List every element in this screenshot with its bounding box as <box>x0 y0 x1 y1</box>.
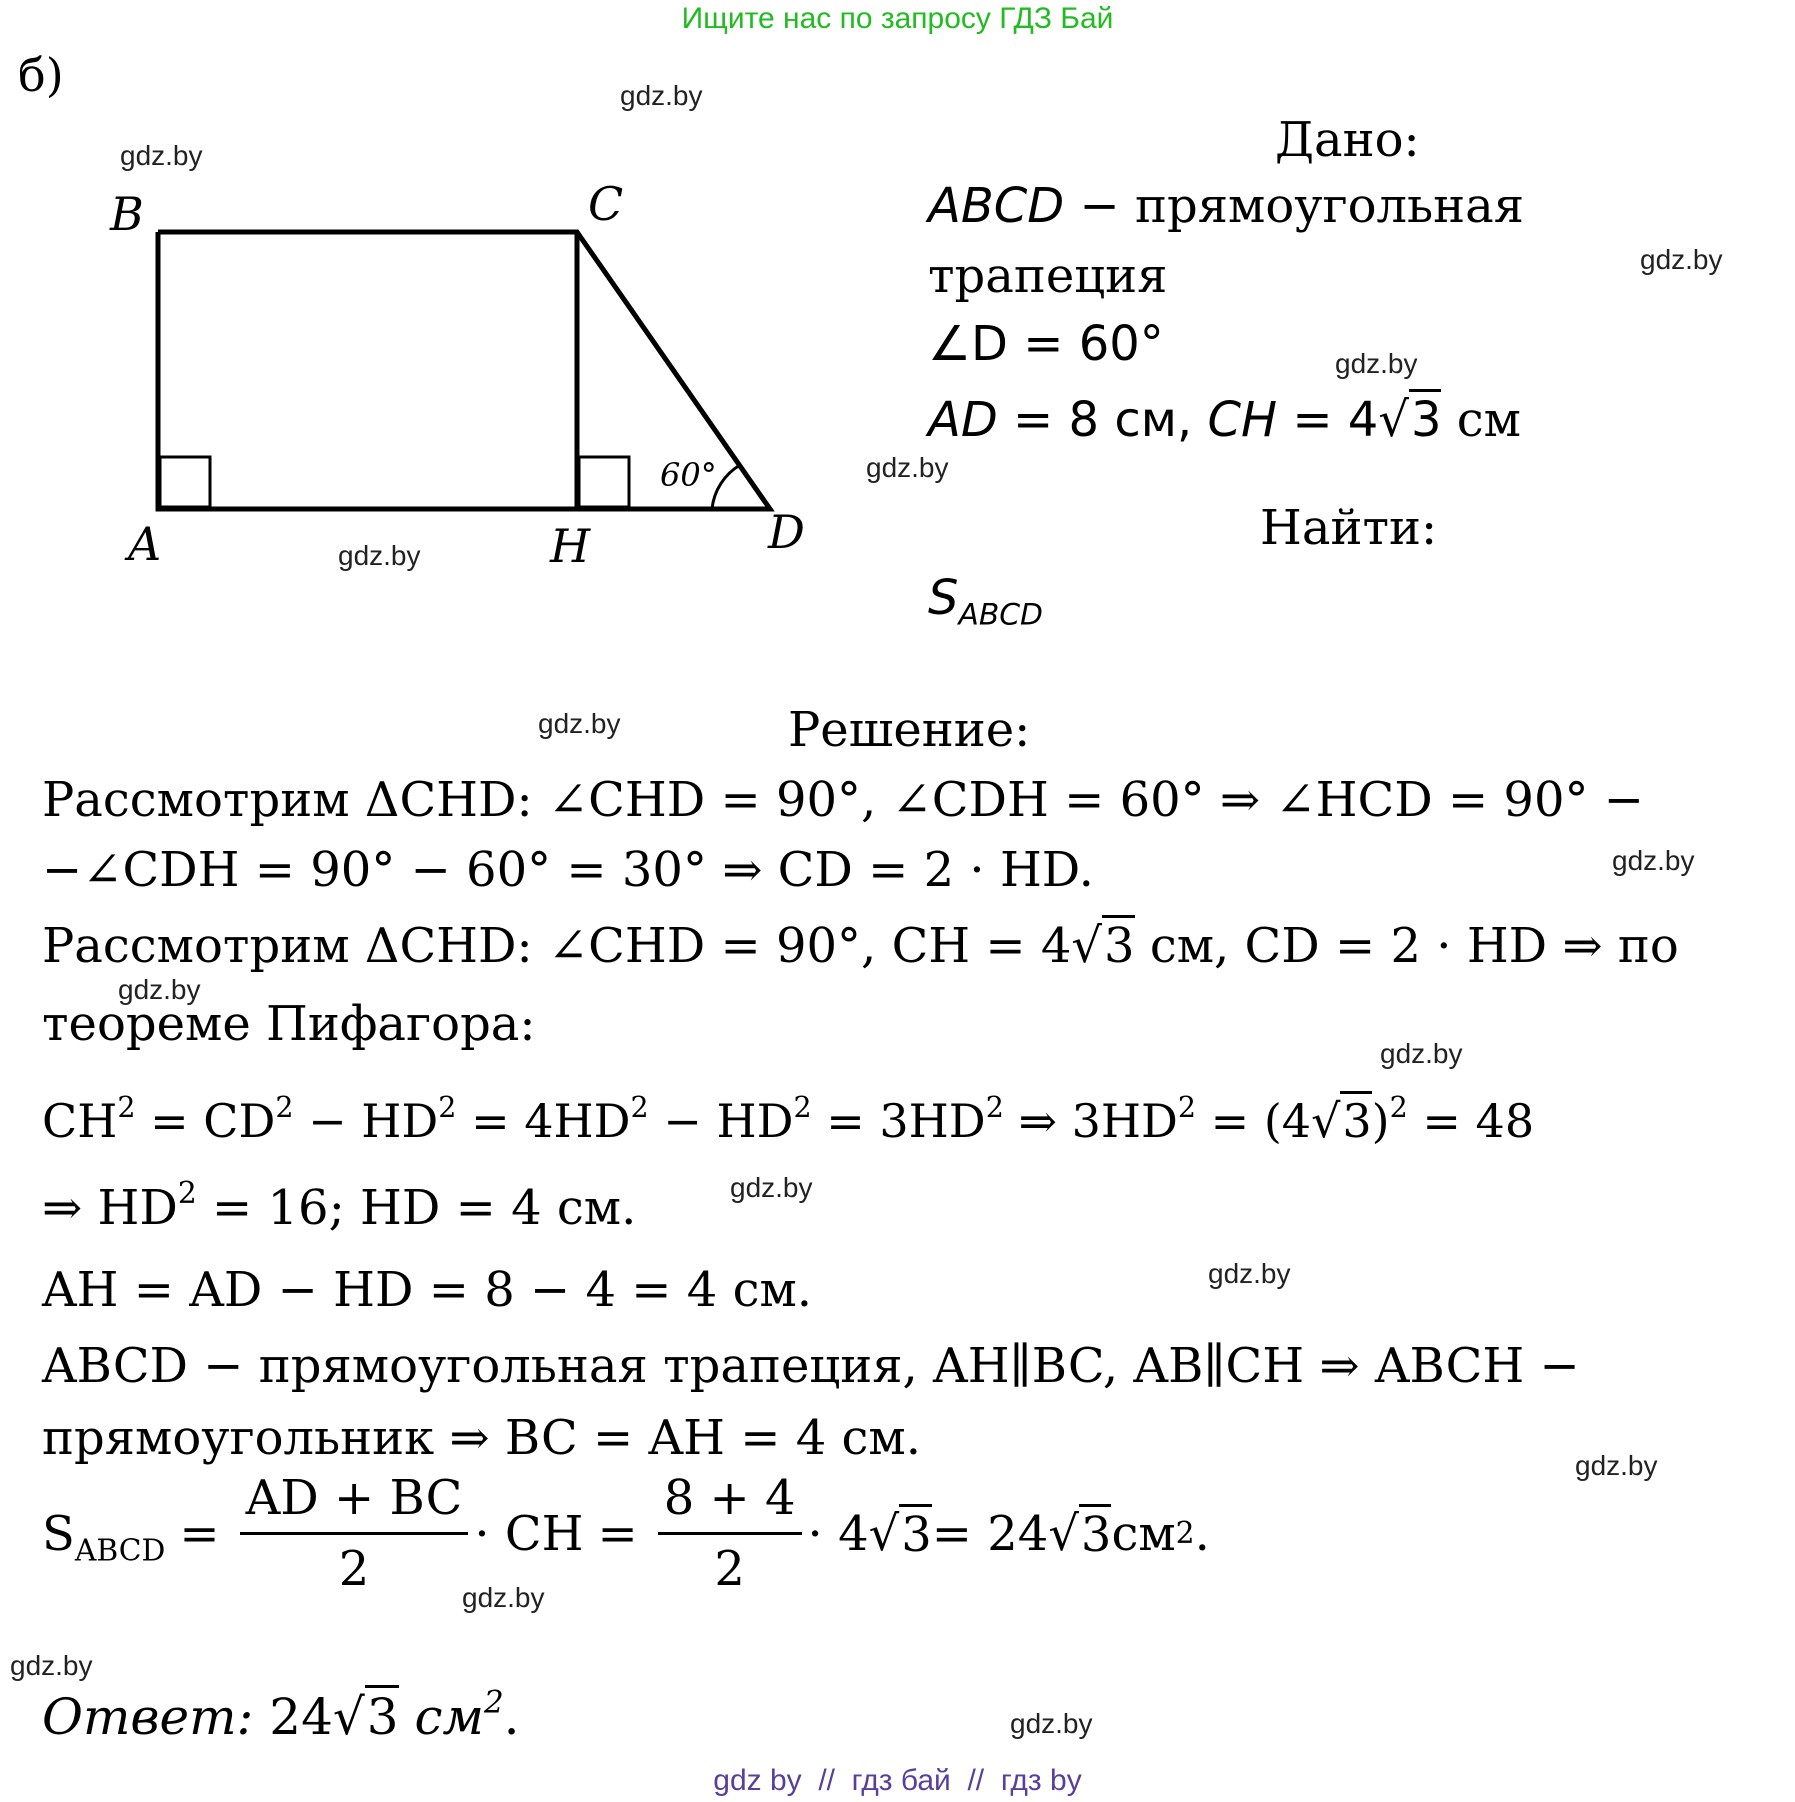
watermark: gdz.by <box>462 1582 545 1613</box>
area-symbol <box>42 1505 166 1568</box>
solution-line-4: теореме Пифагора: <box>42 996 536 1052</box>
watermark: gdz.by <box>620 80 703 111</box>
exponent: 2 <box>275 1091 294 1125</box>
trapezoid-diagram <box>100 170 830 580</box>
exponent: 2 <box>985 1091 1004 1125</box>
given-angle: ∠D = 60° <box>928 316 1164 372</box>
solution-line-6 <box>42 1176 637 1236</box>
vertex-label-d: D <box>768 505 805 559</box>
angle-label: 60° <box>660 456 717 494</box>
sqrt-sign: √ <box>1048 1505 1079 1562</box>
sqrt-sign: √ <box>1071 918 1103 974</box>
fraction-1-numerator: AD + BC <box>240 1470 469 1535</box>
watermark: gdz.by <box>1612 845 1695 876</box>
eq-part: ⇒ HD <box>42 1180 178 1236</box>
answer-value: 24 <box>253 1688 333 1746</box>
watermark: gdz.by <box>1640 244 1723 275</box>
find-subscript: ABCD <box>958 597 1043 633</box>
fraction-2-numerator: 8 + 4 <box>658 1470 802 1535</box>
given-ch: CH <box>1207 392 1278 448</box>
watermark: gdz.by <box>1335 348 1418 379</box>
solution-heading: Решение: <box>788 702 1031 758</box>
given-ch-value: = 4 <box>1277 392 1379 448</box>
watermark: gdz.by <box>118 974 201 1005</box>
answer-line <box>42 1684 520 1746</box>
eq-part: = (4 <box>1196 1094 1312 1148</box>
given-ad: AD <box>928 392 998 448</box>
watermark: gdz.by <box>1208 1258 1291 1289</box>
times-factor: · 4 <box>807 1505 869 1562</box>
exponent: 2 <box>438 1091 457 1125</box>
eq-part: ⇒ 3HD <box>1003 1094 1178 1148</box>
solution-line-1: Рассмотрим ΔCHD: ∠CHD = 90°, ∠CDH = 60° ⇒ ∠HCD = 90° − <box>42 772 1644 828</box>
eq-part: = 16; HD = 4 см. <box>196 1180 637 1236</box>
solution-line-2: −∠CDH = 90° − 60° = 30° ⇒ CD = 2 · HD. <box>42 842 1094 898</box>
given-line-4 <box>928 392 1521 448</box>
answer-unit: см <box>398 1688 484 1746</box>
exponent: 2 <box>483 1684 504 1721</box>
solution-line-8: ABCD − прямоугольная трапеция, AH∥BC, AB∥CH ⇒ ABCH − <box>42 1338 1580 1394</box>
watermark: gdz.by <box>1380 1038 1463 1069</box>
find-symbol: S <box>928 570 959 626</box>
solution-line-5 <box>42 1091 1535 1148</box>
watermark: gdz.by <box>866 452 949 483</box>
exponent: 2 <box>630 1091 649 1125</box>
find-target <box>928 570 1043 633</box>
right-angle-a <box>160 457 210 507</box>
solution-line-9: прямоугольник ⇒ BC = AH = 4 см. <box>42 1410 922 1466</box>
vertex-label-a: A <box>128 517 162 571</box>
eq-part: = 4HD <box>456 1094 631 1148</box>
period: . <box>1194 1505 1210 1562</box>
part-label: б) <box>18 48 64 102</box>
eq-part: CH <box>42 1094 118 1148</box>
watermark: gdz.by <box>10 1650 93 1681</box>
watermark: gdz.by <box>730 1172 813 1203</box>
solution-line-3 <box>42 918 1679 974</box>
equals-sign: = <box>597 1505 638 1562</box>
fraction-2 <box>658 1470 802 1597</box>
exponent: 2 <box>1389 1091 1408 1125</box>
vertex-label-b: B <box>110 187 144 241</box>
result-unit: см <box>1111 1505 1176 1562</box>
top-banner: Ищите нас по запросу ГДЗ Бай <box>681 2 1114 35</box>
eq-part: = 3HD <box>811 1094 986 1148</box>
exponent: 2 <box>793 1091 812 1125</box>
eq-part: − HD <box>648 1094 794 1148</box>
area-formula: $S_{ABCD}$ = $\frac{AD + BC}{2}$ · CH = $\frac{8 + 4}{2}$ · 4 √ 3 = 24 √ 3 см 2 . <box>42 1470 1210 1597</box>
given-figure: ABCD <box>928 178 1065 234</box>
given-ad-value: = 8 см, <box>997 392 1208 448</box>
solution-line-3-a: Рассмотрим ΔCHD: ∠CHD = 90°, CH = 4 <box>42 918 1072 974</box>
exponent: 2 <box>117 1091 136 1125</box>
given-ch-radicand: 3 <box>1409 389 1442 448</box>
area-s: S <box>42 1505 75 1562</box>
solution-line-7: AH = AD − HD = 8 − 4 = 4 см. <box>42 1262 813 1318</box>
watermark: gdz.by <box>1575 1450 1658 1481</box>
area-subscript: ABCD <box>74 1532 166 1568</box>
answer-radicand: 3 <box>365 1685 399 1746</box>
footer-links: gdz by // гдз бай // гдз by <box>713 1764 1082 1797</box>
exponent: 2 <box>1177 1091 1197 1125</box>
right-angle-h <box>579 457 629 507</box>
sqrt-sign: √ <box>1311 1094 1341 1148</box>
vertex-label-h: H <box>550 519 591 573</box>
fraction-1-denominator: 2 <box>338 1541 370 1597</box>
find-heading: Найти: <box>1260 500 1438 556</box>
result-value: = 24 <box>931 1505 1049 1562</box>
given-line-1 <box>928 178 1524 234</box>
radicand: 3 <box>1079 1504 1112 1563</box>
watermark: gdz.by <box>120 140 203 171</box>
sqrt-sign: √ <box>868 1505 900 1562</box>
fraction-1 <box>240 1470 469 1597</box>
solution-line-3-radicand: 3 <box>1102 915 1135 974</box>
given-line-2: трапеция <box>928 248 1168 304</box>
given-figure-desc: − прямоугольная <box>1064 178 1525 234</box>
eq-part: = CD <box>135 1094 276 1148</box>
vertex-label-c: C <box>588 177 624 231</box>
watermark: gdz.by <box>338 540 421 571</box>
period: . <box>503 1688 520 1746</box>
eq-part: = 48 <box>1407 1094 1535 1148</box>
eq-part: − HD <box>293 1094 439 1148</box>
times-ch: · CH <box>474 1505 584 1562</box>
watermark: gdz.by <box>1010 1708 1093 1739</box>
answer-label: Ответ: <box>42 1688 254 1746</box>
watermark: gdz.by <box>538 708 621 739</box>
given-heading: Дано: <box>1275 112 1420 168</box>
sqrt-sign: √ <box>1378 392 1409 448</box>
eq-part: ) <box>1371 1094 1390 1148</box>
fraction-2-denominator: 2 <box>714 1541 745 1597</box>
radicand: 3 <box>1340 1091 1371 1148</box>
given-ch-unit: см <box>1441 392 1521 448</box>
solution-line-3-c: см, CD = 2 · HD ⇒ по <box>1134 918 1679 974</box>
equals-sign: = <box>179 1505 220 1562</box>
exponent: 2 <box>177 1176 197 1212</box>
radicand: 3 <box>899 1504 932 1563</box>
sqrt-sign: √ <box>332 1688 365 1746</box>
